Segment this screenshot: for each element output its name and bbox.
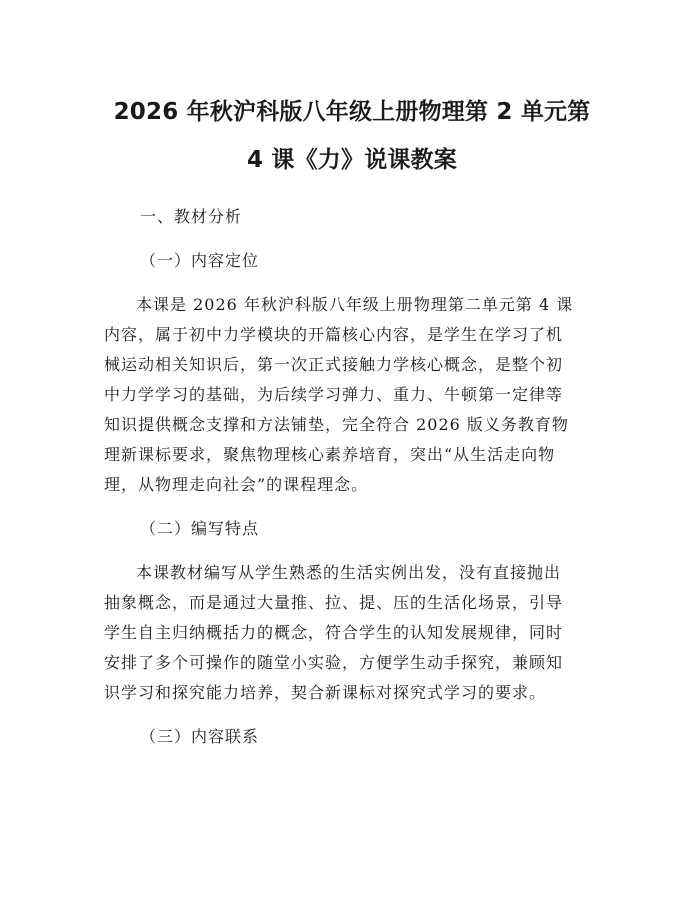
paragraph-line: 知识提供概念支撑和方法铺垫，完全符合 2026 版义务教育物 — [104, 415, 569, 434]
subsection-heading-writing-features: （二）编写特点 — [140, 519, 260, 538]
paragraph-content-positioning — [104, 290, 600, 500]
document-title-line-2: 4 课《力》说课教案 — [246, 147, 457, 173]
paragraph-line: 抽象概念，而是通过大量推、拉、提、压的生活化场景，引导 — [104, 593, 564, 612]
paragraph-line: 学生自主归纳概括力的概念，符合学生的认知发展规律，同时 — [104, 623, 564, 642]
paragraph-line: 中力学学习的基础，为后续学习弹力、重力、牛顿第一定律等 — [104, 385, 564, 404]
paragraph-line: 理，从物理走向社会”的课程理念。 — [104, 475, 369, 494]
section-heading-textbook-analysis: 一、教材分析 — [140, 207, 243, 226]
paragraph-line: 本课教材编写从学生熟悉的生活实例出发，没有直接抛出 — [136, 563, 562, 582]
paragraph-line: 识学习和探究能力培养，契合新课标对探究式学习的要求。 — [104, 683, 547, 702]
subsection-heading-content-connection: （三）内容联系 — [140, 727, 260, 746]
paragraph-writing-features — [104, 558, 600, 708]
subsection-heading-content-positioning: （一）内容定位 — [140, 251, 260, 270]
paragraph-line: 内容，属于初中力学模块的开篇核心内容，是学生在学习了机 — [104, 325, 564, 344]
document-title-line-1: 2026 年秋沪科版八年级上册物理第 2 单元第 — [113, 99, 591, 125]
paragraph-line: 理新课标要求，聚焦物理核心素养培育，突出“从生活走向物 — [104, 445, 556, 464]
paragraph-line: 本课是 2026 年秋沪科版八年级上册物理第二单元第 4 课 — [136, 295, 574, 314]
paragraph-line: 械运动相关知识后，第一次正式接触力学核心概念，是整个初 — [104, 355, 564, 374]
document-title — [104, 88, 600, 184]
paragraph-line: 安排了多个可操作的随堂小实验，方便学生动手探究，兼顾知 — [104, 653, 564, 672]
